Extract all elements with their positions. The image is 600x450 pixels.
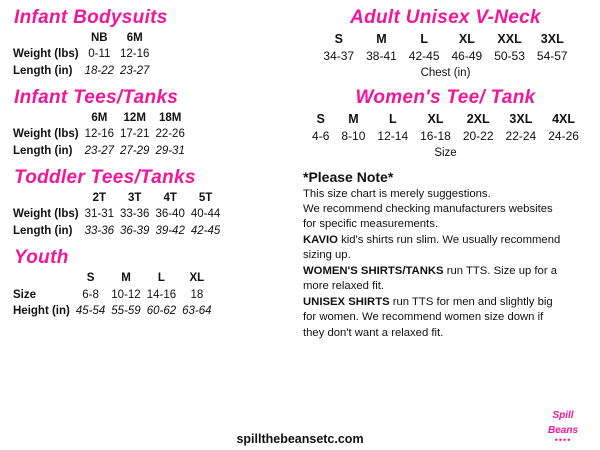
size-table [306,110,585,146]
cell: 0-11 [88,48,111,61]
header-cell-blank [10,30,82,46]
cell: 6-8 [82,288,99,301]
note-title: *Please Note* [303,168,394,185]
header-cell: 18M [158,112,182,124]
header-cell: XL [427,111,444,126]
table-row [306,128,585,146]
axis-label: Size [434,146,457,159]
header-cell: 12M [123,112,146,124]
cell: 54-57 [536,49,568,64]
section-title: Infant Tees/Tanks [14,87,179,109]
size-table [10,270,215,319]
cell: 4-6 [312,128,330,143]
section-title: Women's Tee/ Tank [355,86,536,108]
table-row [10,63,152,79]
cell: 18 [190,288,204,301]
row-label: Size [13,288,37,301]
header-cell: S [334,31,343,46]
note-line [303,295,590,309]
cell: 22-26 [155,128,185,141]
note-line [303,326,590,340]
section-adult-unisex-vneck [301,8,590,79]
cell: 23-27 [120,64,150,77]
header-cell: M [348,111,359,126]
header-cell: 5T [198,192,213,205]
note-line [303,233,590,247]
cell: 8-10 [341,128,366,143]
note-line-text: We recommend checking manufacturers websites [303,203,553,216]
note-line-text: run TTS. Size up for a [443,264,558,277]
row-label: Weight (lbs) [13,208,79,221]
size-table [10,110,188,159]
cell: 45-54 [75,304,106,317]
note-line-bold: KAVIO [303,233,338,246]
cell: 24-26 [548,128,579,143]
cell: 42-45 [408,49,440,64]
table-header-row [10,190,223,206]
note-line [303,217,590,231]
cell: 10-12 [111,288,141,301]
header-cell-blank [10,110,82,126]
cell: 31-31 [84,208,115,221]
section-title: Youth [14,247,69,269]
table-header-row [10,30,152,46]
cell: 36-39 [120,224,150,237]
cell: 46-49 [451,49,483,64]
columns-container [10,8,590,450]
row-label: Height (in) [13,304,70,317]
right-column [295,8,590,450]
note-line-text: This size chart is merely suggestions. [303,187,491,200]
section-title: Adult Unisex V-Neck [350,7,541,28]
cell: 29-31 [155,144,185,157]
cell: 20-22 [462,128,494,143]
header-cell: M [121,272,131,285]
note-line [303,264,590,278]
logo-dots-icon: •••• [554,435,572,445]
cell: 18-22 [84,64,115,77]
note-line [303,202,590,216]
cell: 42-45 [190,224,221,237]
cell: 12-16 [84,128,115,141]
header-cell: XXL [497,31,522,46]
cell: 55-59 [111,304,141,317]
note-line-text: for specific measurements. [303,218,438,231]
row-label: Length (in) [13,224,73,237]
header-cell: 2T [92,192,107,205]
cell: 36-40 [155,208,185,221]
cell: 34-37 [323,49,355,64]
header-cell: S [316,111,325,126]
table-row [10,303,215,319]
table-row [10,287,215,303]
note-line-text: run TTS for men and slightly big [389,295,553,308]
section-toddler-tees-tanks [10,168,295,239]
row-label: Length (in) [13,64,73,77]
note-line [303,279,590,293]
cell: 50-53 [494,49,525,64]
cell: 60-62 [146,304,177,317]
size-table [317,30,573,66]
table-row [317,48,573,66]
header-cell: 3XL [509,111,533,126]
cell: 14-16 [146,288,177,301]
header-cell: 2XL [466,111,490,126]
cell: 23-27 [84,144,115,157]
row-label: Weight (lbs) [13,128,79,141]
section-title: Toddler Tees/Tanks [14,167,196,189]
cell: 16-18 [420,128,451,143]
please-note-block [301,169,590,341]
table-row [10,126,188,142]
brand-logo [534,406,592,448]
cell: 39-42 [155,224,185,237]
note-line-text: they don't want a relaxed fit. [303,326,444,339]
header-cell: 3T [128,192,142,205]
cell: 40-44 [190,208,221,221]
cell: 33-36 [120,208,150,221]
table-header-row [317,30,573,48]
note-line [303,187,590,201]
cell: 27-29 [120,144,150,157]
cell: 12-16 [120,48,150,61]
table-header-row [10,110,188,126]
cell: 63-64 [182,304,212,317]
header-cell: XL [189,272,205,285]
note-line-text: more relaxed fit. [303,280,384,293]
cell: 33-36 [84,224,115,237]
header-cell: 4XL [552,111,576,126]
header-cell: 6M [91,112,108,124]
table-row [10,206,223,222]
header-cell: 3XL [540,31,564,46]
cell: 22-24 [505,128,537,143]
footer-website: spillthebeansetc.com [236,432,364,446]
table-header-row [306,110,585,128]
header-cell: L [420,31,428,46]
section-infant-tees-tanks [10,88,295,159]
axis-label: Chest (in) [420,66,471,79]
section-youth [10,248,295,319]
header-cell: NB [90,31,108,44]
section-title: Infant Bodysuits [14,7,168,28]
section-womens-tee-tank [301,88,590,159]
header-cell-blank [10,270,73,286]
note-line-bold: UNISEX SHIRTS [303,295,390,308]
header-cell: L [157,272,165,285]
header-cell: M [376,31,387,46]
note-line-text: kid's shirts run slim. We usually recommend [337,233,561,246]
header-cell: 4T [163,192,177,205]
table-header-row [10,270,215,286]
left-column [10,8,295,450]
logo-text-spill: Spill [552,410,574,421]
table-row [10,46,152,62]
size-table [10,190,223,239]
cell: 38-41 [366,49,397,64]
cell: 12-14 [377,128,409,143]
note-line [303,248,590,262]
header-cell: XL [458,31,475,46]
table-row [10,223,223,239]
note-body [303,187,590,341]
row-label: Weight (lbs) [13,48,79,61]
table-row [10,143,188,159]
logo-text-beans: Beans [547,424,578,436]
row-label: Length (in) [13,144,73,157]
size-table [10,30,152,79]
note-line-text: sizing up. [303,249,351,262]
header-cell-blank [10,190,82,206]
header-cell: S [86,272,95,285]
note-line-text: for women. We recommend women size down if [303,311,544,324]
header-cell: 6M [126,31,143,44]
cell: 17-21 [120,128,150,141]
header-cell: L [388,111,397,126]
section-infant-bodysuits [10,8,295,79]
note-line [303,310,590,324]
note-line-bold: WOMEN'S SHIRTS/TANKS [303,264,444,277]
